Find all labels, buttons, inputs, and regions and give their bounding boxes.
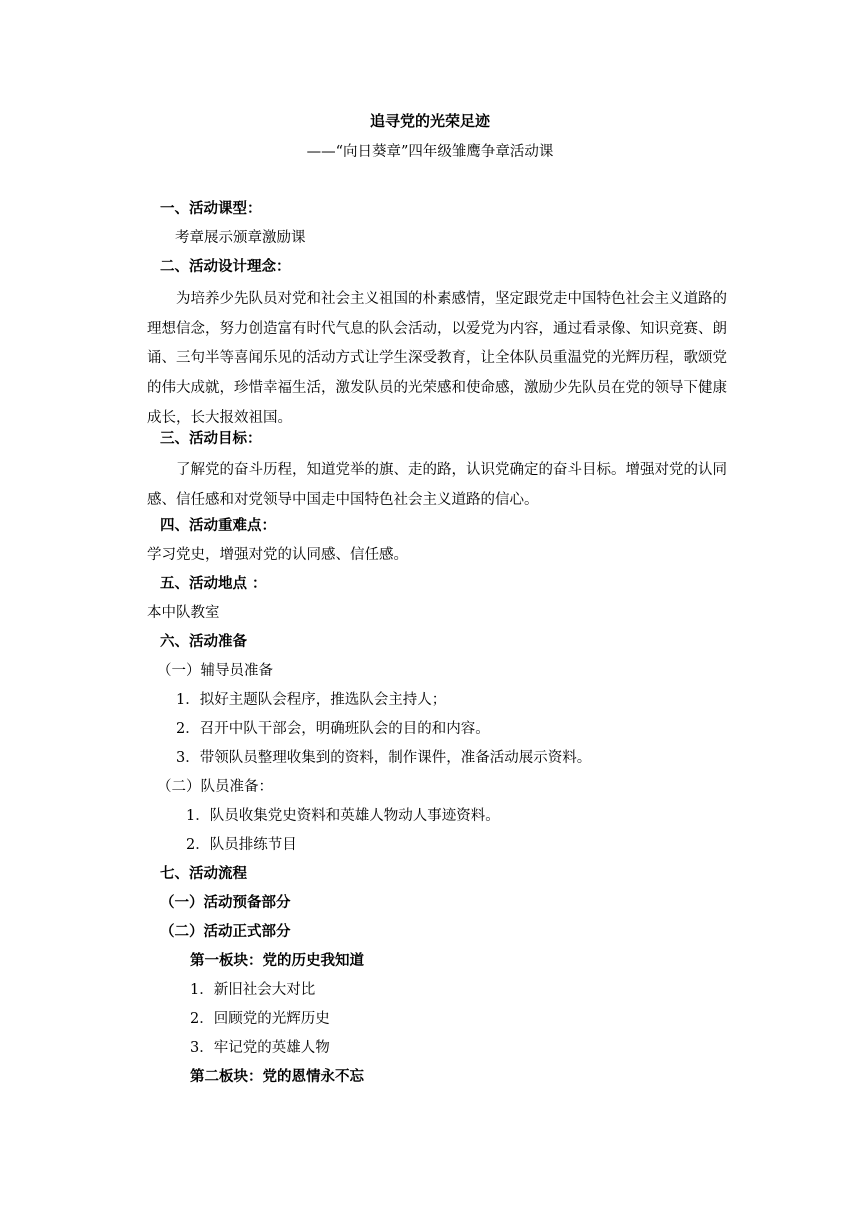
- list-item: 2．队员排练节目: [186, 837, 297, 853]
- list-item: 1．拟好主题队会程序，推选队会主持人；: [176, 692, 447, 708]
- list-item: 3．带领队员整理收集到的资料，制作课件，准备活动展示资料。: [176, 750, 592, 766]
- section-heading-1: 一、活动课型：: [160, 200, 262, 217]
- subsection-counselor-prep: （一）辅导员准备: [157, 663, 273, 679]
- subsection-preparation-part: （一）活动预备部分: [160, 894, 291, 911]
- list-item: 3．牢记党的英雄人物: [190, 1040, 330, 1056]
- block-1-heading: 第一板块：党的历史我知道: [190, 952, 364, 969]
- list-item: 1．新旧社会大对比: [190, 982, 316, 998]
- document-subtitle: ——“向日葵章”四年级雏鹰争章活动课: [306, 144, 554, 160]
- section-3-paragraph: 了解党的奋斗历程，知道党举的旗、走的路，认识党确定的奋斗目标。增强对党的认同感、信任感和对党领导中国走中国特色社会主义道路的信心。: [147, 462, 727, 508]
- section-heading-3: 三、活动目标：: [160, 430, 262, 447]
- list-item: 1．队员收集党史资料和英雄人物动人事迹资料。: [186, 808, 500, 824]
- section-heading-2: 二、活动设计理念：: [160, 258, 291, 275]
- section-1-content: 考章展示颁章激励课: [175, 230, 306, 246]
- section-4-content: 学习党史，增强对党的认同感、信任感。: [147, 547, 408, 563]
- section-2-paragraph: 为培养少先队员对党和社会主义祖国的朴素感情，坚定跟党走中国特色社会主义道路的理想信念，努力创造富有时代气息的队会活动，以爱党为内容，通过看录像、知识竞赛、朗诵、三句半等喜闻乐见的活动方式让学生深受教育，让全体队员重温党的光辉历程，歌颂党的伟大成就，珍惜幸福生活，激发队员的光荣感和使命感，激励少先队员在党的领导下健康成长，长大报效祖国。: [147, 291, 727, 426]
- section-heading-6: 六、活动准备: [160, 633, 247, 650]
- block-2-heading: 第二板块：党的恩情永不忘: [190, 1068, 364, 1085]
- section-heading-5: 五、活动地点 ：: [160, 575, 267, 592]
- list-item: 2．回顾党的光辉历史: [190, 1011, 330, 1027]
- section-5-content: 本中队教室: [147, 605, 220, 621]
- subsection-member-prep: （二）队员准备：: [157, 779, 273, 795]
- list-item: 2．召开中队干部会，明确班队会的目的和内容。: [176, 721, 490, 737]
- document-title: 追寻党的光荣足迹: [369, 112, 490, 130]
- subsection-formal-part: （二）活动正式部分: [160, 923, 291, 940]
- section-heading-4: 四、活动重难点：: [160, 517, 276, 534]
- section-heading-7: 七、活动流程: [160, 865, 247, 882]
